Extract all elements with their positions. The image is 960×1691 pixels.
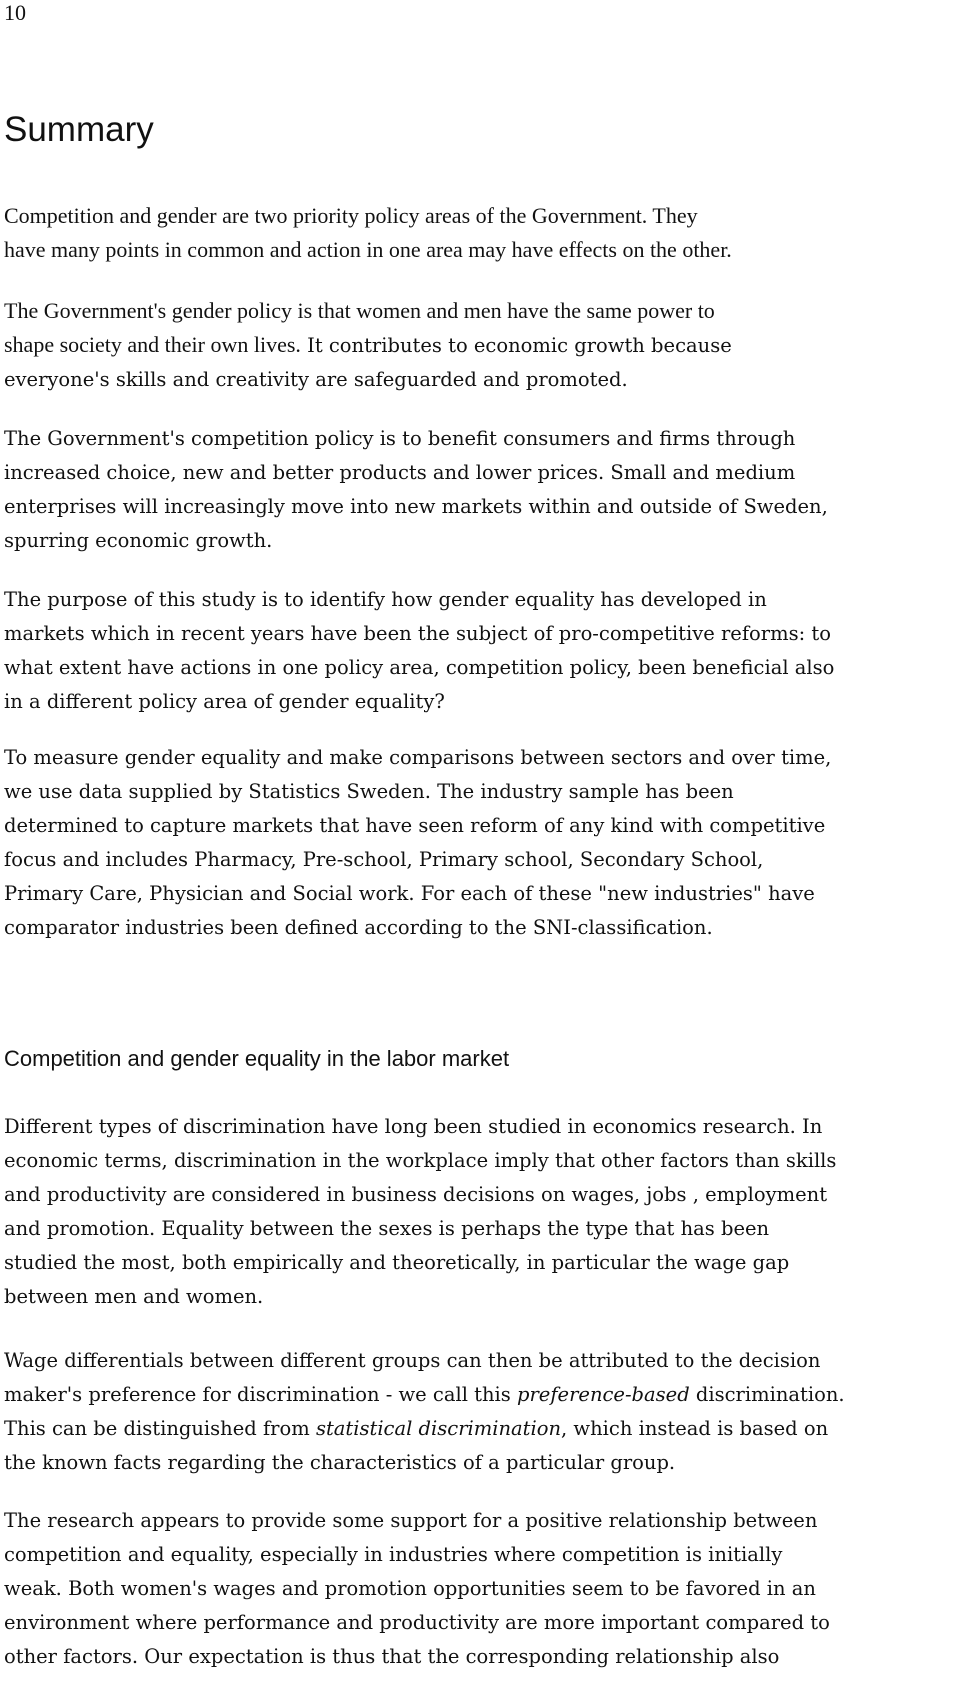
text-line: everyone's skills and creativity are safeguarded and promoted. xyxy=(4,368,628,391)
text-line: increased choice, new and better products and lower prices. Small and medium xyxy=(4,461,796,484)
text-line: have many points in common and action in one area may have effects on the other. xyxy=(4,237,732,262)
text-line: other factors. Our expectation is thus that the corresponding relationship also xyxy=(4,1645,780,1668)
text-line: weak. Both women's wages and promotion opportunities seem to be favored in an xyxy=(4,1577,816,1600)
text-line: we use data supplied by Statistics Sweden. The industry sample has been xyxy=(4,780,734,803)
text-line xyxy=(4,1412,956,1446)
text-line: The Government's gender policy is that women and men have the same power to xyxy=(4,298,715,323)
text-line: The purpose of this study is to identify how gender equality has developed in xyxy=(4,588,767,611)
text-line: focus and includes Pharmacy, Pre-school, Primary school, Secondary School, xyxy=(4,848,764,871)
paragraph-research-support xyxy=(4,1504,956,1674)
text-line: enterprises will increasingly move into new markets within and outside of Sweden, xyxy=(4,495,828,518)
text-line xyxy=(4,1378,956,1412)
text-line: Wage differentials between different groups can then be attributed to the decision xyxy=(4,1349,821,1372)
subsection-heading-labor-market: Competition and gender equality in the labor market xyxy=(4,1046,510,1071)
text-line: Different types of discrimination have long been studied in economics research. In xyxy=(4,1115,823,1138)
paragraph-competition-policy xyxy=(4,422,956,558)
text-line: The research appears to provide some support for a positive relationship between xyxy=(4,1509,818,1532)
paragraph-gender-policy xyxy=(4,294,956,397)
paragraph-intro xyxy=(4,199,956,267)
text-line: the known facts regarding the characteristics of a particular group. xyxy=(4,1451,676,1474)
text-line: determined to capture markets that have seen reform of any kind with competitive xyxy=(4,814,826,837)
text-line: To measure gender equality and make comparisons between sectors and over time, xyxy=(4,746,832,769)
emphasis-preference-based: preference-based xyxy=(516,1383,690,1406)
section-heading-summary: Summary xyxy=(4,110,154,149)
text-line: environment where performance and productivity are more important compared to xyxy=(4,1611,830,1634)
text-line xyxy=(4,328,956,363)
text-segment: discrimination. xyxy=(689,1383,845,1406)
text-line: and promotion. Equality between the sexes is perhaps the type that has been xyxy=(4,1217,770,1240)
text-line: between men and women. xyxy=(4,1285,264,1308)
text-line: comparator industries been defined according to the SNI-classification. xyxy=(4,916,713,939)
text-segment: , which instead is based on xyxy=(561,1417,829,1440)
text-segment: shape society and their own lives. xyxy=(4,332,301,357)
text-line: studied the most, both empirically and theoretically, in particular the wage gap xyxy=(4,1251,790,1274)
paragraph-study-purpose xyxy=(4,583,956,719)
text-line: competition and equality, especially in industries where competition is initially xyxy=(4,1543,783,1566)
text-line: Primary Care, Physician and Social work. For each of these "new industries" have xyxy=(4,882,815,905)
text-line: in a different policy area of gender equality? xyxy=(4,690,445,713)
text-line: economic terms, discrimination in the workplace imply that other factors than skills xyxy=(4,1149,837,1172)
text-segment: This can be distinguished from xyxy=(4,1417,316,1440)
text-line: spurring economic growth. xyxy=(4,529,273,552)
paragraph-wage-differentials xyxy=(4,1344,956,1480)
text-line: markets which in recent years have been the subject of pro-competitive reforms: to xyxy=(4,622,831,645)
text-line: Competition and gender are two priority policy areas of the Government. They xyxy=(4,203,698,228)
text-line: and productivity are considered in business decisions on wages, jobs , employment xyxy=(4,1183,828,1206)
text-segment: maker's preference for discrimination - we call this xyxy=(4,1383,517,1406)
paragraph-discrimination-research xyxy=(4,1110,956,1314)
paragraph-measurement xyxy=(4,741,956,945)
text-line: what extent have actions in one policy area, competition policy, been beneficial also xyxy=(4,656,835,679)
text-segment: It contributes to economic growth because xyxy=(300,334,732,357)
page-number: 10 xyxy=(4,0,26,25)
text-line: The Government's competition policy is to benefit consumers and firms through xyxy=(4,427,796,450)
emphasis-statistical-discrimination: statistical discrimination xyxy=(315,1417,562,1440)
